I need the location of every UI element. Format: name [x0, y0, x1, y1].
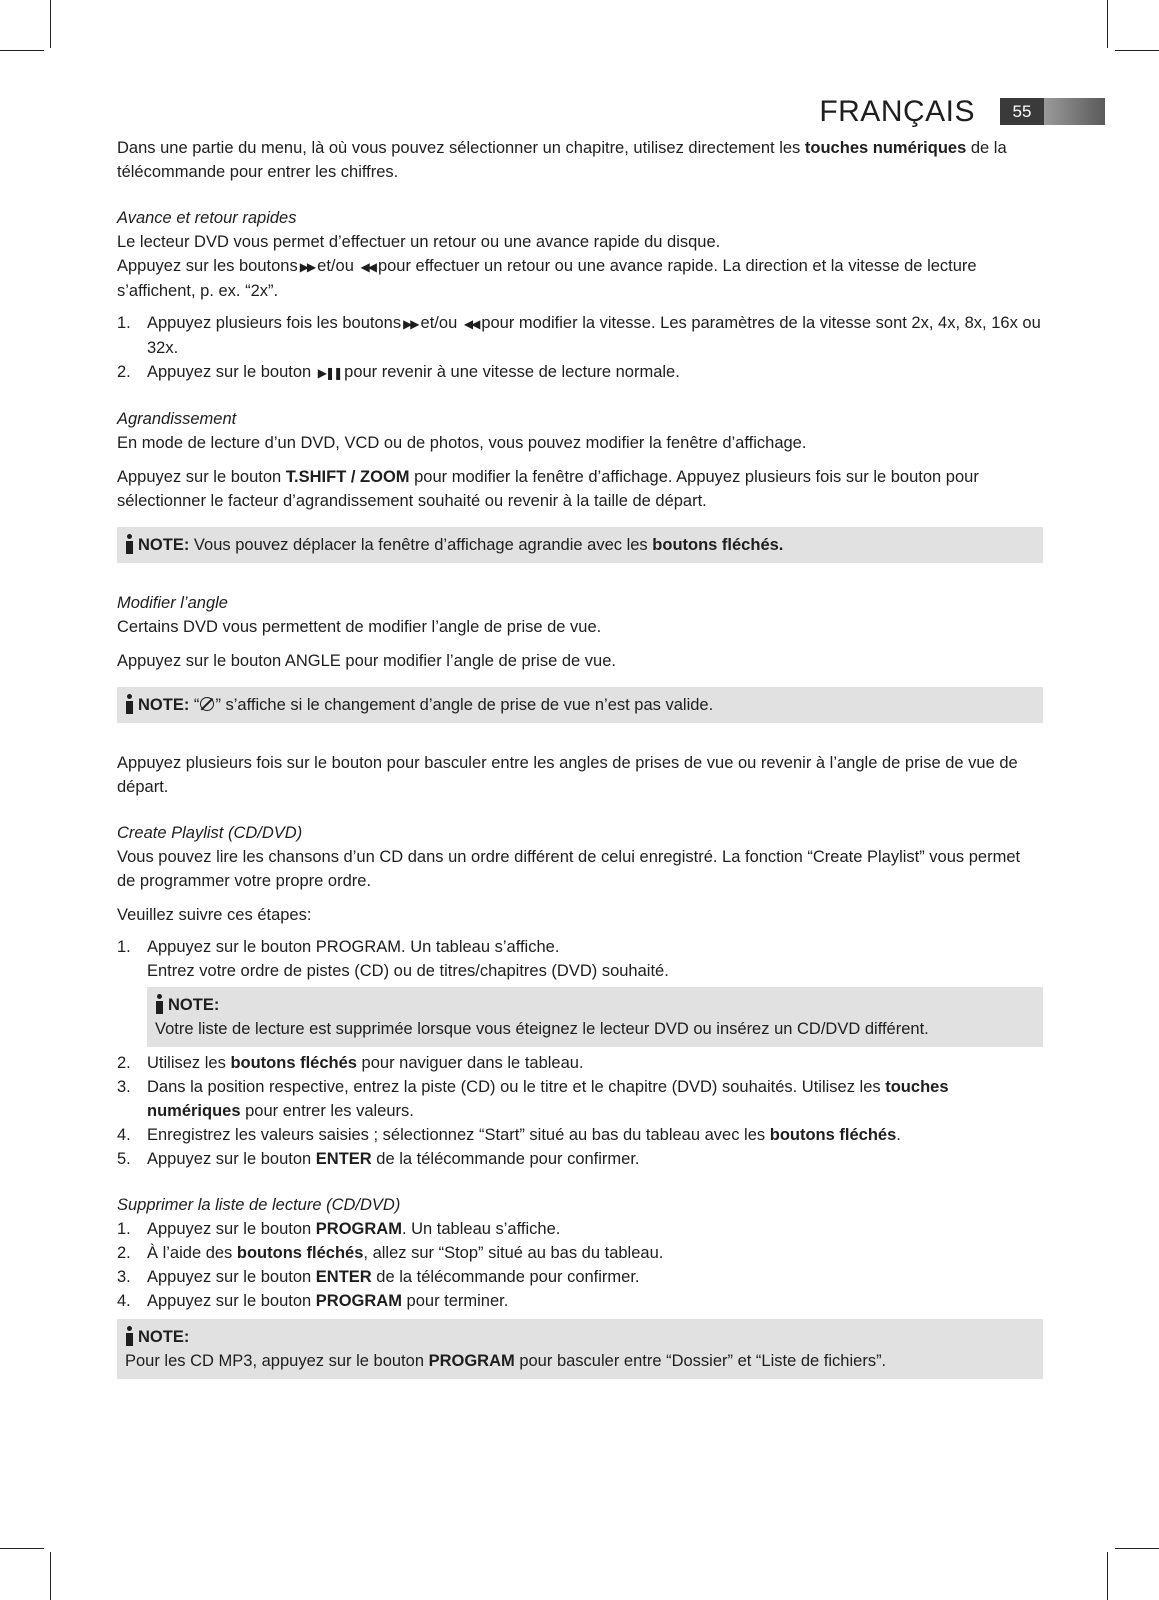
fast-forward-icon: ▶▶ — [403, 317, 418, 331]
steps-list — [117, 1217, 1043, 1313]
section-title-delete: Supprimer la liste de lecture (CD/DVD) — [117, 1196, 401, 1214]
page-content — [117, 136, 1043, 1379]
paragraph: En mode de lecture d’un DVD, VCD ou de photos, vous pouvez modifier la fenêtre d’affichage. — [117, 434, 807, 452]
rewind-icon: ◀◀ — [360, 260, 375, 274]
list-item: 2. Appuyez sur le bouton ▶❚❚ pour revenir à une vitesse de lecture normale. — [117, 363, 680, 381]
list-item: 2. Utilisez les boutons fléchés pour naviguer dans le tableau. — [117, 1054, 584, 1072]
list-item: 2. À l’aide des boutons fléchés, allez sur “Stop” situé au bas du tableau. — [117, 1244, 664, 1262]
language-title: FRANÇAIS — [819, 95, 975, 128]
paragraph: Appuyez plusieurs fois sur le bouton pour basculer entre les angles de prises de vue ou revenir à l’angle de prise de vue de départ. — [117, 754, 1018, 796]
list-item: 1. Appuyez sur le bouton PROGRAM. Un tableau s’affiche. Entrez votre ordre de pistes (CD) ou de titres/chapitres (DVD) souhaité. — [117, 938, 669, 980]
section-title-zoom: Agrandissement — [117, 410, 237, 428]
section-title-playlist: Create Playlist (CD/DVD) — [117, 824, 303, 842]
steps-list — [117, 935, 1043, 983]
note-box: NOTE: “ ” s’affiche si le changement d’angle de prise de vue n’est pas valide. — [117, 687, 1043, 723]
info-icon — [125, 534, 134, 554]
list-item: 1. Appuyez plusieurs fois les boutons ▶▶ et/ou ◀◀ pour modifier la vitesse. Les paramètres de la vitesse sont 2x, 4x, 8x, 16x ou 32x. — [117, 314, 1041, 357]
crop-mark — [1107, 0, 1108, 48]
section-title-angle: Modifier l’angle — [117, 594, 228, 612]
paragraph: Appuyez sur le bouton T.SHIFT / ZOOM pour modifier la fenêtre d’affichage. Appuyez plusieurs fois sur le bouton pour sélectionner le facteur d’agrandissement souhaité ou revenir à la taille de départ. — [117, 468, 979, 510]
note-box: NOTE: Votre liste de lecture est supprimée lorsque vous éteignez le lecteur DVD ou insérez un CD/DVD différent. — [147, 987, 1043, 1047]
no-angle-icon — [200, 697, 214, 711]
crop-mark — [1107, 1552, 1108, 1600]
paragraph: Appuyez sur les boutons ▶▶ et/ou ◀◀ pour effectuer un retour ou une avance rapide. La direction et la vitesse de lecture s’affichent, p. ex. “2x”. — [117, 257, 977, 300]
section-title-fast: Avance et retour rapides — [117, 209, 297, 227]
note-box: NOTE: Vous pouvez déplacer la fenêtre d’affichage agrandie avec les boutons fléchés. — [117, 527, 1043, 563]
info-icon — [155, 994, 164, 1014]
note-box: NOTE: Pour les CD MP3, appuyez sur le bouton PROGRAM pour basculer entre “Dossier” et “Liste de fichiers”. — [117, 1319, 1043, 1379]
crop-mark — [50, 0, 51, 48]
steps-list — [117, 311, 1043, 385]
info-icon — [125, 694, 134, 714]
paragraph: Appuyez sur le bouton ANGLE pour modifier l’angle de prise de vue. — [117, 652, 616, 670]
crop-mark — [1115, 50, 1159, 51]
play-pause-icon: ▶❚❚ — [317, 366, 342, 380]
steps-list — [117, 1051, 1043, 1171]
paragraph: Certains DVD vous permettent de modifier l’angle de prise de vue. — [117, 618, 602, 636]
rewind-icon: ◀◀ — [463, 317, 479, 331]
crop-mark — [1115, 1548, 1159, 1549]
page-header — [820, 92, 1105, 132]
paragraph: Vous pouvez lire les chansons d’un CD dans un ordre différent de celui enregistré. La fonction “Create Playlist” vous permet de programmer votre propre ordre. — [117, 848, 1021, 890]
crop-mark — [50, 1552, 51, 1600]
list-item: 3. Dans la position respective, entrez la piste (CD) ou le titre et le chapitre (DVD) souhaités. Utilisez les touches numériques pour entrer les valeurs. — [117, 1078, 949, 1120]
page-number: 55 — [1000, 98, 1044, 125]
intro-paragraph: Dans une partie du menu, là où vous pouvez sélectionner un chapitre, utilisez directement les touches numériques de la télécommande pour entrer les chiffres. — [117, 139, 1007, 181]
paragraph: Le lecteur DVD vous permet d’effectuer un retour ou une avance rapide du disque. — [117, 233, 721, 251]
paragraph: Veuillez suivre ces étapes: — [117, 906, 312, 924]
fast-forward-icon: ▶▶ — [299, 260, 315, 274]
info-icon — [125, 1326, 134, 1346]
list-item: 1. Appuyez sur le bouton PROGRAM. Un tableau s’affiche. — [117, 1220, 561, 1238]
list-item: 4. Enregistrez les valeurs saisies ; sélectionnez “Start” situé au bas du tableau avec les boutons fléchés. — [117, 1126, 901, 1144]
header-bar — [1044, 98, 1105, 125]
crop-mark — [0, 50, 44, 51]
list-item: 3. Appuyez sur le bouton ENTER de la télécommande pour confirmer. — [117, 1268, 640, 1286]
list-item: 4. Appuyez sur le bouton PROGRAM pour terminer. — [117, 1292, 509, 1310]
crop-mark — [0, 1548, 44, 1549]
list-item: 5. Appuyez sur le bouton ENTER de la télécommande pour confirmer. — [117, 1150, 640, 1168]
